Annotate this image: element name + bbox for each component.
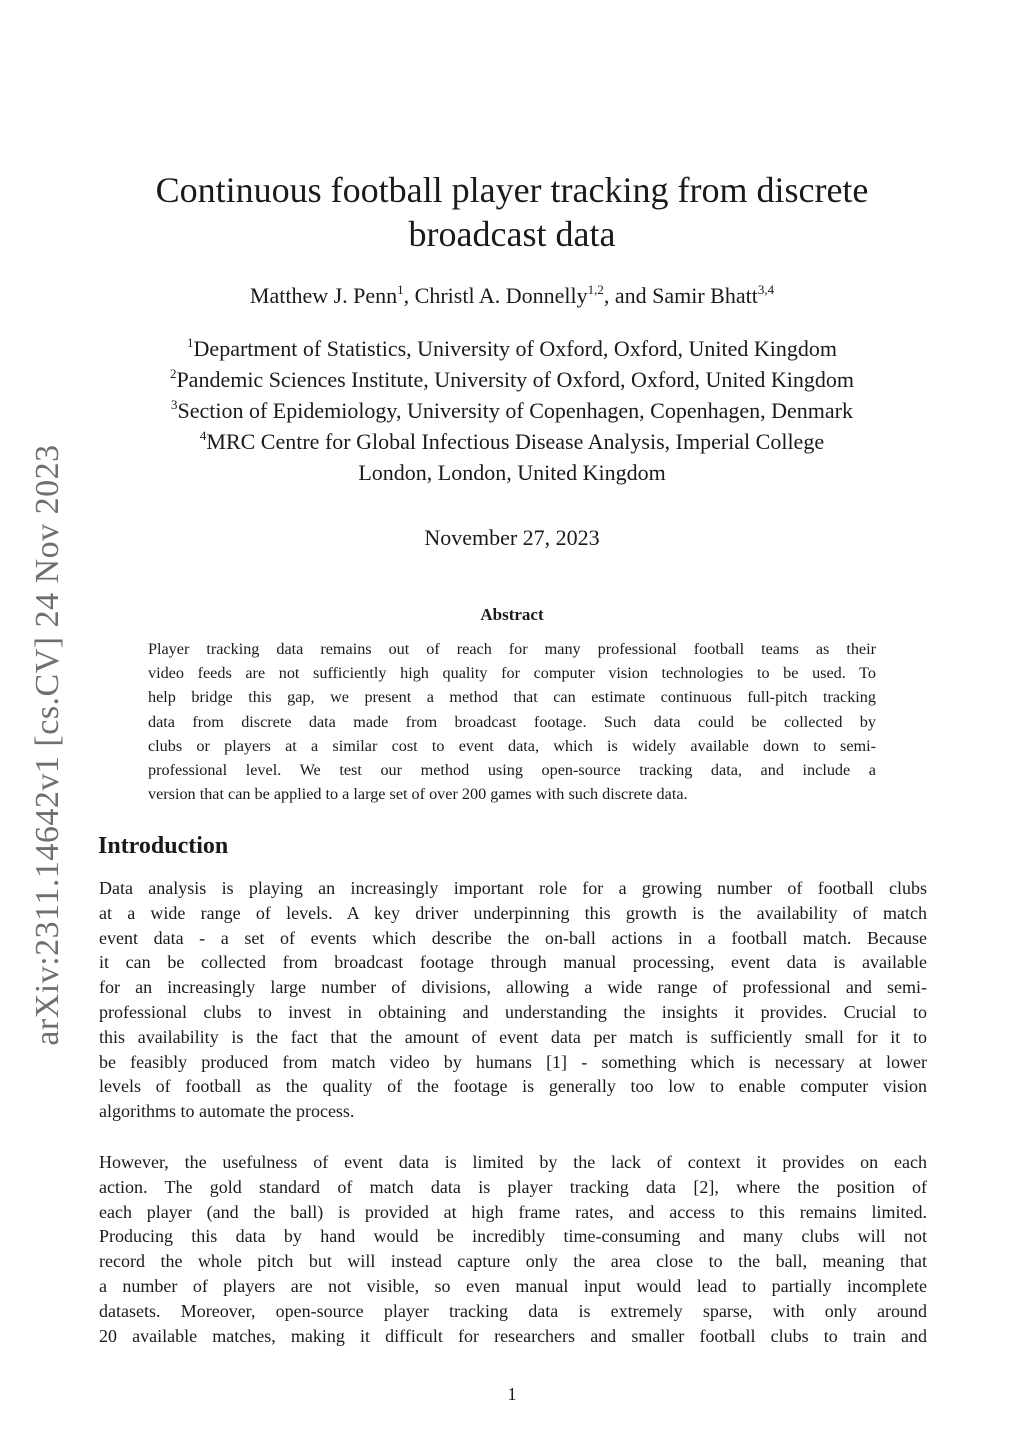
- paragraph-line: 20 available matches, making it difficult for researchers and smaller football clubs to train and: [99, 1325, 927, 1346]
- paragraph-line: datasets. Moreover, open-source player tracking data is extremely sparse, with only around: [99, 1300, 927, 1321]
- paragraph-line: be feasibly produced from match video by humans [1] - something which is necessary at lower: [99, 1051, 927, 1072]
- affiliation: [90, 395, 934, 426]
- paragraph-line: algorithms to automate the process.: [99, 1101, 355, 1122]
- paragraph-line: it can be collected from broadcast footage through manual processing, event data is available: [99, 952, 927, 973]
- affiliations: [90, 333, 934, 488]
- arxiv-identifier: arXiv:2311.14642v1 [cs.CV] 24 Nov 2023: [29, 444, 66, 1046]
- paragraph-line: for an increasingly large number of divisions, allowing a wide range of professional and semi-: [99, 977, 927, 998]
- paragraph-line: Data analysis is playing an increasingly important role for a growing number of football clubs: [99, 878, 927, 898]
- abstract-line: version that can be applied to a large set of over 200 games with such discrete data.: [148, 785, 688, 804]
- page-number: 1: [507, 1384, 517, 1404]
- abstract-body: [148, 637, 876, 806]
- affiliation-mark: 3: [170, 397, 178, 412]
- affiliation-continuation: London, London, United Kingdom: [358, 460, 666, 485]
- author-name: Samir Bhatt: [652, 283, 758, 308]
- author-separator: ,: [403, 283, 415, 308]
- abstract-line: Player tracking data remains out of reach for many professional football teams as their: [148, 640, 876, 658]
- paragraph-line: professional clubs to invest in obtaining and understanding the insights it provides. Crucial to: [99, 1001, 927, 1022]
- paragraph-line: However, the usefulness of event data is limited by the lack of context it provides on each: [99, 1152, 927, 1172]
- title-line: Continuous football player tracking from discrete: [155, 170, 869, 210]
- affiliation-mark: 1: [187, 335, 194, 350]
- paragraph-line: this availability is the fact that the amount of event data per match is sufficiently small for it to: [99, 1026, 927, 1047]
- publication-date: November 27, 2023: [424, 525, 600, 550]
- paragraph-line: a number of players are not visible, so even manual input would lead to partially incomplete: [99, 1275, 927, 1296]
- affiliation-mark: 2: [169, 366, 177, 381]
- author-list: [100, 283, 924, 309]
- paper-title: [100, 168, 924, 256]
- abstract-line: clubs or players at a similar cost to event data, which is widely available down to semi-: [148, 736, 876, 755]
- affiliation-text: Section of Epidemiology, University of Copenhagen, Copenhagen, Denmark: [177, 398, 854, 423]
- intro-paragraph-2: [99, 1150, 927, 1348]
- affiliation: [90, 333, 934, 364]
- author-affiliation-mark: 1,2: [587, 282, 604, 297]
- affiliation: [90, 364, 934, 395]
- affiliation-text: Pandemic Sciences Institute, University of Oxford, Oxford, United Kingdom: [176, 367, 855, 392]
- abstract-heading: Abstract: [480, 605, 544, 624]
- author-affiliation-mark: 3,4: [757, 282, 775, 297]
- author-name: Matthew J. Penn: [249, 283, 398, 308]
- affiliation-text: Department of Statistics, University of Oxford, Oxford, United Kingdom: [193, 336, 837, 361]
- paragraph-line: record the whole pitch but will instead capture only the area close to the ball, meaning that: [99, 1251, 927, 1272]
- author-separator: , and: [603, 283, 653, 308]
- affiliation: [90, 426, 934, 457]
- author-affiliation-mark: 1: [397, 282, 404, 297]
- arxiv-sidebar: [28, 440, 68, 1050]
- title-line: broadcast data: [408, 214, 616, 254]
- paragraph-line: levels of football as the quality of the footage is generally too low to enable computer vision: [99, 1076, 927, 1097]
- paragraph-line: each player (and the ball) is provided at high frame rates, and access to this remains limited.: [99, 1201, 927, 1222]
- abstract-line: professional level. We test our method using open-source tracking data, and include a: [148, 760, 876, 779]
- paragraph-line: action. The gold standard of match data is player tracking data [2], where the position of: [99, 1176, 927, 1197]
- abstract-line: help bridge this gap, we present a method that can estimate continuous full-pitch tracking: [148, 688, 876, 707]
- affiliation-mark: 4: [199, 428, 207, 443]
- paragraph-line: Producing this data by hand would be incredibly time-consuming and many clubs will not: [99, 1226, 927, 1247]
- intro-paragraph-1: [99, 876, 927, 1124]
- abstract-line: data from discrete data made from broadcast footage. Such data could be collected by: [148, 712, 876, 731]
- paragraph-line: at a wide range of levels. A key driver underpinning this growth is the availability of match: [99, 902, 927, 923]
- affiliation-text: MRC Centre for Global Infectious Disease Analysis, Imperial College: [206, 429, 825, 454]
- abstract-line: video feeds are not sufficiently high quality for computer vision technologies to be used. To: [148, 664, 876, 683]
- section-heading-introduction: Introduction: [98, 833, 229, 859]
- paragraph-line: event data - a set of events which describe the on-ball actions in a football match. Because: [99, 927, 927, 948]
- author-name: Christl A. Donnelly: [414, 283, 588, 308]
